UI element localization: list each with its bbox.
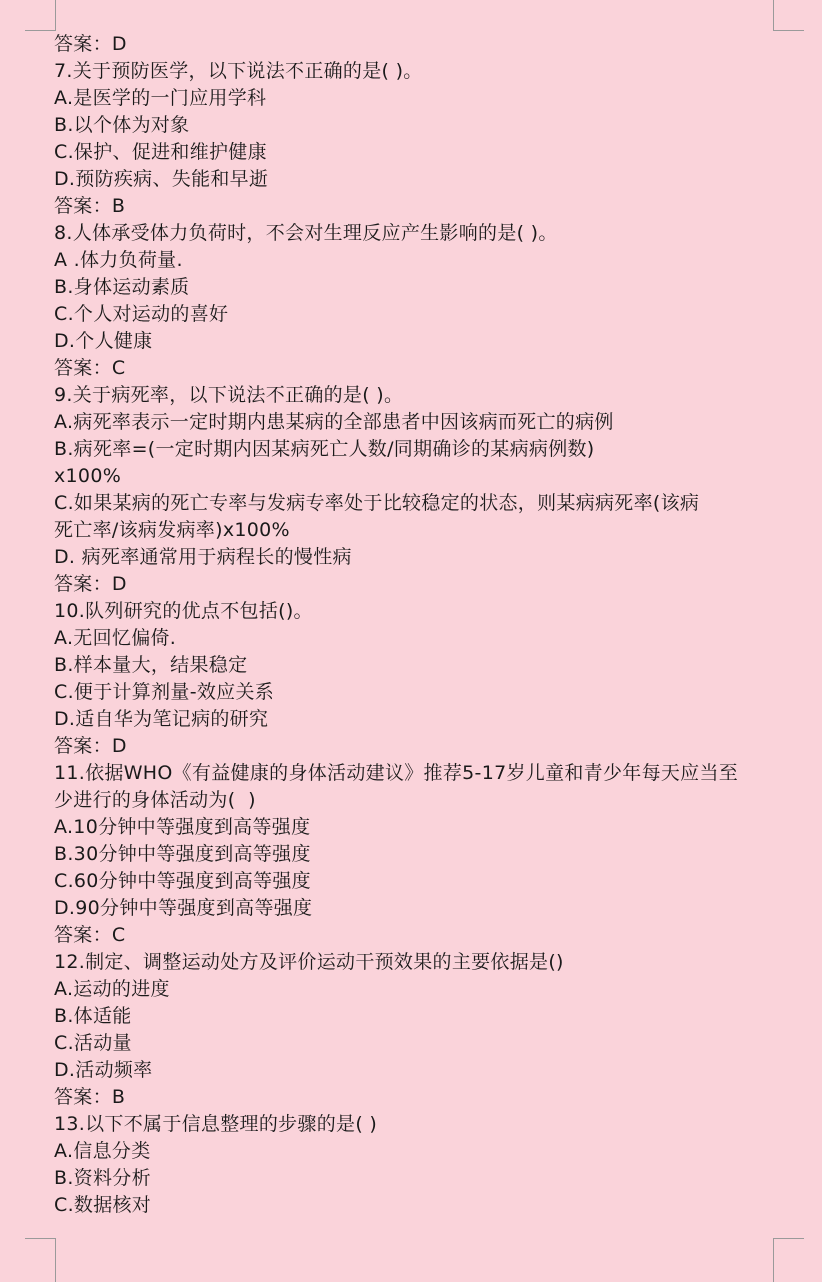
page-corner-mark-bottom-left <box>25 1238 56 1282</box>
answer-line: 答案：D <box>54 735 127 757</box>
option-line: A .体力负荷量. <box>54 249 183 271</box>
question-10: 10.队列研究的优点不包括()。 <box>54 600 313 622</box>
option-line: B.病死率=(一定时期内因某病死亡人数/同期确诊的某病病例数) <box>54 438 595 460</box>
question-11-continued: 少进行的身体活动为( ) <box>54 789 256 811</box>
option-line: B.体适能 <box>54 1005 132 1027</box>
option-line: D.活动频率 <box>54 1059 153 1081</box>
question-9: 9.关于病死率，以下说法不正确的是( )。 <box>54 384 404 406</box>
question-11: 11.依据WHO《有益健康的身体活动建议》推荐5-17岁儿童和青少年每天应当至 <box>54 762 739 784</box>
page-corner-mark-top-left <box>25 0 56 31</box>
option-line: C.60分钟中等强度到高等强度 <box>54 870 311 892</box>
option-line: B.样本量大，结果稳定 <box>54 654 248 676</box>
answer-line: 答案：B <box>54 195 126 217</box>
option-line: C.个人对运动的喜好 <box>54 303 229 325</box>
option-line-continued: 死亡率/该病发病率)x100% <box>54 519 290 541</box>
option-line: A.是医学的一门应用学科 <box>54 87 267 109</box>
option-line: D.适自华为笔记病的研究 <box>54 708 269 730</box>
option-line: B.以个体为对象 <box>54 114 190 136</box>
option-line: C.如果某病的死亡专率与发病专率处于比较稳定的状态，则某病病死率(该病 <box>54 492 700 514</box>
page-corner-mark-top-right <box>773 0 804 31</box>
question-7: 7.关于预防医学，以下说法不正确的是( )。 <box>54 60 423 82</box>
question-8: 8.人体承受体力负荷时，不会对生理反应产生影响的是( )。 <box>54 222 558 244</box>
option-line: A.信息分类 <box>54 1140 151 1162</box>
option-line: B.30分钟中等强度到高等强度 <box>54 843 311 865</box>
option-line: D.预防疾病、失能和早逝 <box>54 168 269 190</box>
option-line: A.运动的进度 <box>54 978 170 1000</box>
answer-line: 答案：D <box>54 573 127 595</box>
answer-line: 答案：C <box>54 357 126 379</box>
question-13: 13.以下不属于信息整理的步骤的是( ) <box>54 1113 378 1135</box>
option-line: C.便于计算剂量-效应关系 <box>54 681 275 703</box>
answer-line: 答案：D <box>54 33 127 55</box>
option-line: D.90分钟中等强度到高等强度 <box>54 897 313 919</box>
option-line: D.个人健康 <box>54 330 153 352</box>
option-line: A.病死率表示一定时期内患某病的全部患者中因该病而死亡的病例 <box>54 411 614 433</box>
option-line: A.10分钟中等强度到高等强度 <box>54 816 311 838</box>
question-12: 12.制定、调整运动处方及评价运动干预效果的主要依据是() <box>54 951 564 973</box>
option-line: B.资料分析 <box>54 1167 151 1189</box>
option-line-continued: x100% <box>54 465 122 487</box>
document-text <box>54 31 784 1219</box>
option-line: C.数据核对 <box>54 1194 152 1216</box>
option-line: C.活动量 <box>54 1032 132 1054</box>
option-line: A.无回忆偏倚. <box>54 627 177 649</box>
page-corner-mark-bottom-right <box>773 1238 804 1282</box>
option-line: D. 病死率通常用于病程长的慢性病 <box>54 546 352 568</box>
option-line: C.保护、促进和维护健康 <box>54 141 267 163</box>
answer-line: 答案：C <box>54 924 126 946</box>
option-line: B.身体运动素质 <box>54 276 190 298</box>
answer-line: 答案：B <box>54 1086 126 1108</box>
